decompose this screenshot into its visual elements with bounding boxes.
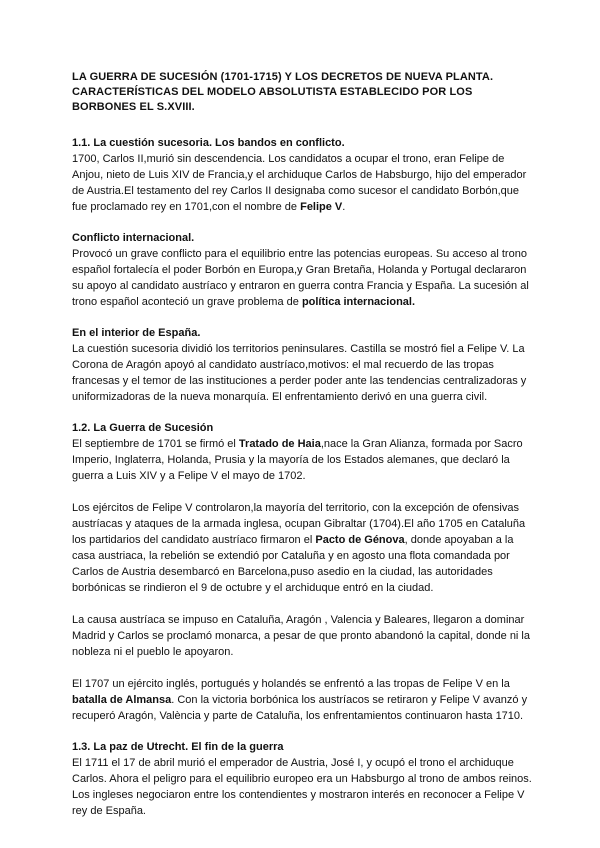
paragraph: La causa austríaca se impuso en Cataluña, Aragón , Valencia y Baleares, llegaron a dominar Madrid y Carlos se proclamó monarca, a pesar de que pronto abandonó la capital, donde ni la nobleza ni el pueblo le apoyaron. [72, 614, 530, 658]
section-heading: Conflicto internacional. [72, 232, 195, 244]
section-heading: 1.3. La paz de Utrecht. El fin de la guerra [72, 741, 284, 753]
paragraph: Provocó un grave conflicto para el equilibrio entre las potencias europeas. Su acceso al trono español fortalecía el poder Borbón en Europa,y Gran Bretaña, Holanda y Portugal declararon su apoyo al candidato austríaco y entraron en guerra contra Francia y España. La sucesión al trono español aconteció un grave problema de política internacional. [72, 248, 529, 308]
paragraph: Los ejércitos de Felipe V controlaron,la mayoría del territorio, con la excepción de ofensivas austríacas y ataques de la armada inglesa, ocupan Gibraltar (1704).El año 1705 en Cataluña los partidarios del candidato austríaco firmaron el Pacto de Génova, donde apoyaban a la casa austriaca, la rebelión se extendió por Cataluña y en agosto una flota comandada por Carlos de Austria desembarcó en Barcelona,puso asedio en la ciudad, las autoridades borbónicas se rindieron el 9 de octubre y el archiduque entró en la ciudad. [72, 502, 526, 594]
document-body [72, 70, 534, 834]
section-paz-utrecht [72, 739, 534, 819]
section-heading: 1.2. La Guerra de Sucesión [72, 422, 214, 434]
section-conflicto-internacional [72, 230, 534, 310]
section-heading: En el interior de España. [72, 327, 201, 339]
document-title: LA GUERRA DE SUCESIÓN (1701-1715) Y LOS DECRETOS DE NUEVA PLANTA. CARACTERÍSTICAS DEL MODELO ABSOLUTISTA ESTABLECIDO POR LOS BORBONES EL S.XVIII. [72, 71, 494, 113]
paragraph: La cuestión sucesoria dividió los territorios peninsulares. Castilla se mostró fiel a Felipe V. La Corona de Aragón apoyó al candidato austríaco,motivos: el mal recuerdo de las tropas francesas y el temor de las instituciones a perder poder ante las tendencias centralizadoras y uniformizadoras de la nueva monarquía. El enfrentamiento derivó en una guerra civil. [72, 343, 527, 403]
paragraph: 1700, Carlos II,murió sin descendencia. Los candidatos a ocupar el trono, eran Felipe de Anjou, nieto de Luis XIV de Francia,y el archiduque Carlos de Habsburgo, hijo del emperador de Austria.El testamento del rey Carlos II designaba como sucesor el candidato Borbón,que fue proclamado rey en 1701,con el nombre de Felipe V. [72, 153, 527, 213]
section-cuestion-sucesoria [72, 135, 534, 215]
section-guerra-sucesion [72, 420, 534, 724]
paragraph: El septiembre de 1701 se firmó el Tratado de Haia,nace la Gran Alianza, formada por Sacro Imperio, Inglaterra, Holanda, Prusia y la mayoría de los Estados alemanes, que declaró la guerra a Luis XIV y a Felipe V el mayo de 1702. [72, 438, 523, 482]
paragraph: El 1711 el 17 de abril murió el emperador de Austria, José I, y ocupó el trono el archiduque Carlos. Ahora el peligro para el equilibrio europeo era un Habsburgo al trono de ambos reinos. Los ingleses negociaron entre los contendientes y mostraron interés en reconocer a Felipe V rey de España. [72, 757, 532, 817]
paragraph: El 1707 un ejército inglés, portugués y holandés se enfrentó a las tropas de Felipe V en la batalla de Almansa. Con la victoria borbónica los austríacos se retiraron y Felipe V avanzó y recuperó Aragón, València y parte de Cataluña, los enfrentamientos continuaron hasta 1710. [72, 678, 528, 722]
section-heading: 1.1. La cuestión sucesoria. Los bandos en conflicto. [72, 137, 345, 149]
section-interior-espana [72, 325, 534, 405]
